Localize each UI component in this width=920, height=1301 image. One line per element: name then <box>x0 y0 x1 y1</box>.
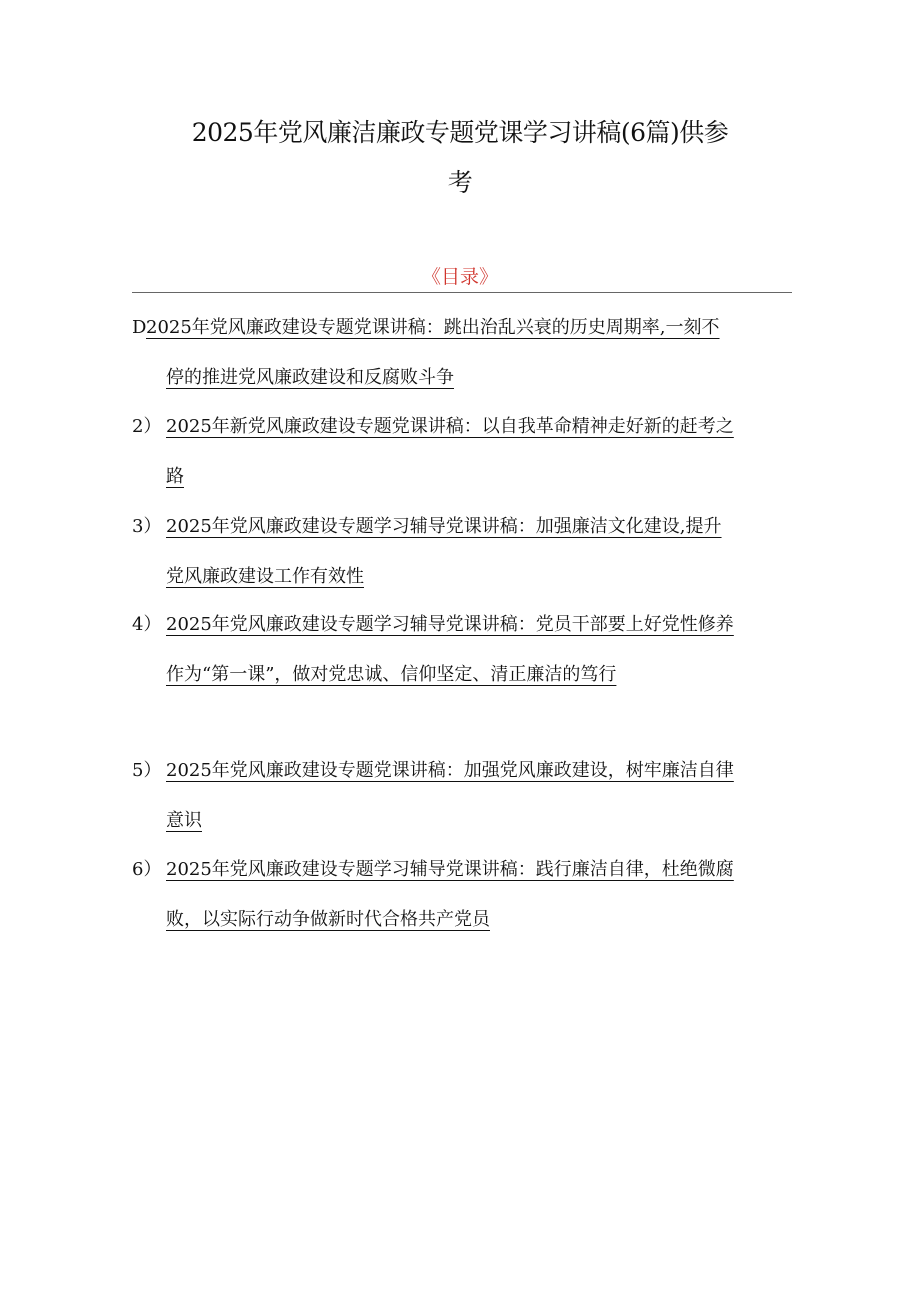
toc-entry-number: 5） <box>132 760 162 781</box>
toc-entry-link-line1[interactable]: 2025年党风廉政建设专题学习辅导党课讲稿：党员干部要上好党性修养 <box>166 614 734 635</box>
title-line-2: 考 <box>447 168 473 197</box>
toc-entry-link-line1[interactable]: 2025年党风廉政建设专题党课讲稿：跳出治乱兴衰的历史周期率,一刻不 <box>146 317 720 338</box>
toc-entry-number: 4） <box>132 614 162 635</box>
toc-entry-link-line1[interactable]: 2025年党风廉政建设专题党课讲稿：加强党风廉政建设，树牢廉洁自律 <box>166 760 734 781</box>
title-line-1: 2025年党风廉洁廉政专题党课学习讲稿(6篇)供参 <box>191 118 729 147</box>
toc-heading: 《目录》 <box>421 266 498 288</box>
toc-entry-link-line2[interactable]: 意识 <box>166 810 202 831</box>
toc-entry-5[interactable] <box>132 746 792 846</box>
toc-entry-4[interactable] <box>132 600 792 700</box>
toc-entry-link-line1[interactable]: 2025年党风廉政建设专题学习辅导党课讲稿：加强廉洁文化建设,提升 <box>166 516 722 537</box>
toc-entry-number: D <box>132 317 147 338</box>
toc-entry-link-line2[interactable]: 党风廉政建设工作有效性 <box>166 566 364 587</box>
toc-entry-3[interactable] <box>132 502 792 602</box>
toc-entry-6[interactable] <box>132 845 792 945</box>
toc-divider <box>132 292 792 293</box>
document-title <box>120 108 800 208</box>
toc-entry-link-line1[interactable]: 2025年新党风廉政建设专题党课讲稿：以自我革命精神走好新的赶考之 <box>166 416 734 437</box>
toc-entry-link-line2[interactable]: 败，以实际行动争做新时代合格共产党员 <box>166 909 490 930</box>
toc-entry-link-line2[interactable]: 路 <box>166 466 184 487</box>
toc-entry-2[interactable] <box>132 402 792 502</box>
toc-entry-link-line2[interactable]: 作为“第一课”，做对党忠诚、信仰坚定、清正廉洁的笃行 <box>166 664 617 685</box>
toc-entry-1[interactable] <box>132 303 792 403</box>
toc-entry-link-line1[interactable]: 2025年党风廉政建设专题学习辅导党课讲稿：践行廉洁自律，杜绝微腐 <box>166 859 734 880</box>
toc-entry-number: 2） <box>132 416 162 437</box>
toc-entry-number: 6） <box>132 859 162 880</box>
toc-entry-link-line2[interactable]: 停的推进党风廉政建设和反腐败斗争 <box>166 367 454 388</box>
toc-entry-number: 3） <box>132 516 162 537</box>
